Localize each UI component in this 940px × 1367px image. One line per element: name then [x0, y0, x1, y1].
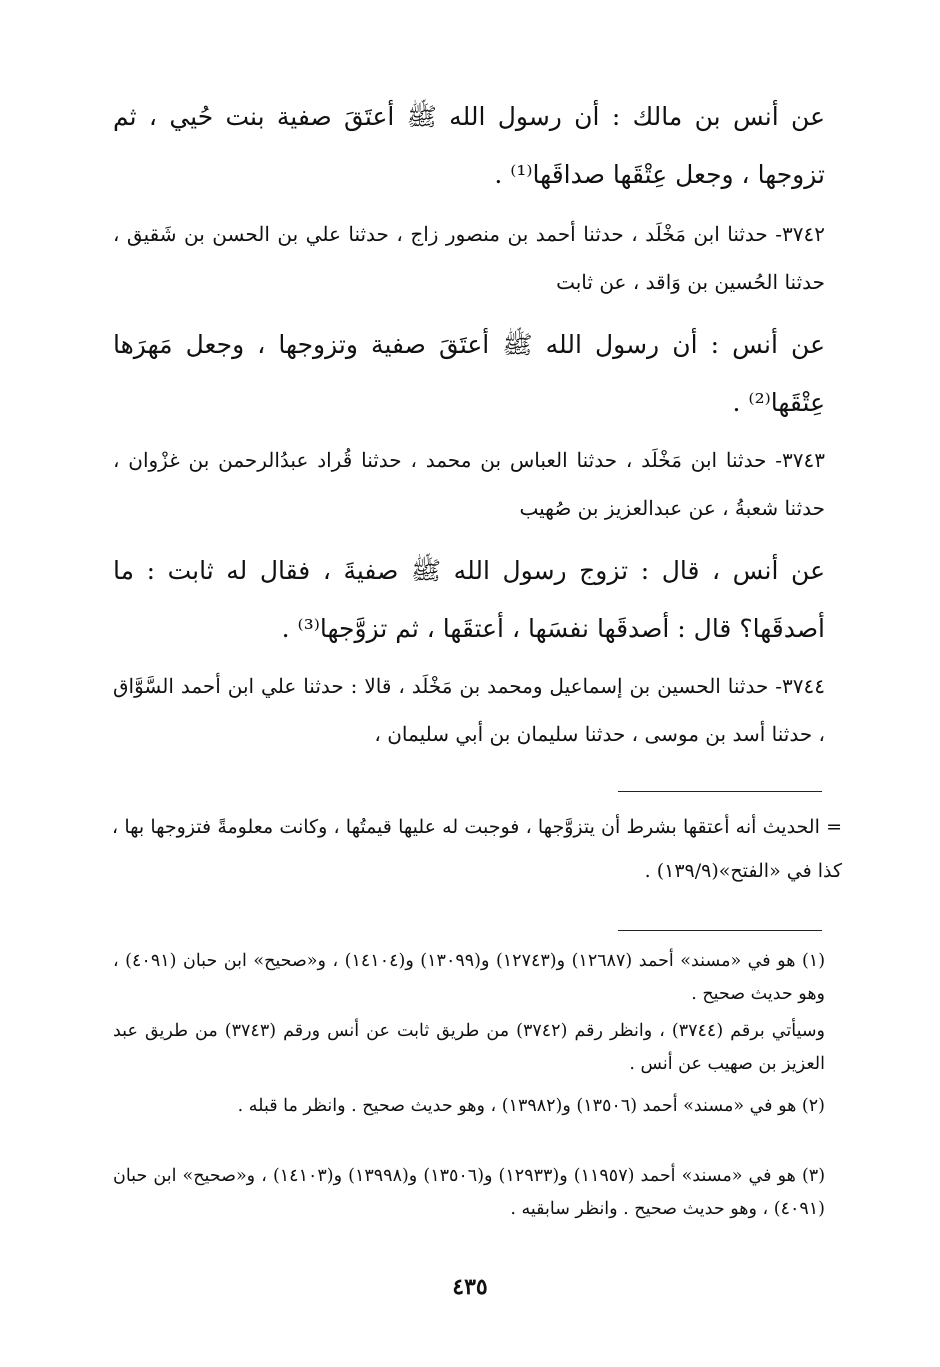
isnad-3742: ٣٧٤٢- حدثنا ابن مَخْلَد ، حدثنا أحمد بن منصور زاج ، حدثنا علي بن الحسن بن شَقيق ، حدثنا الحُسين بن وَاقد ، عن ثابت: [113, 222, 825, 294]
hadith-text-2: عن أنس : أن رسول الله ﷺ أعتَقَ صفية وتزوجها ، وجعل مَهرَها عِتْقَها⁽²⁾ .: [113, 330, 825, 417]
hadith-text-1: عن أنس بن مالك : أن رسول الله ﷺ أعتَقَ صفية بنت حُيي ، ثم تزوجها ، وجعل عِتْقَها صداقَها⁽¹⁾ .: [113, 102, 825, 189]
footnote-3: (٣) هو في «مسند» أحمد (١١٩٥٧) و(١٢٩٣٣) و(١٣٥٠٦) و(١٣٩٩٨) و(١٤١٠٣) ، و«صحيح» ابن حبان (٤٠٩١) ، وهو حديث صحيح . وانظر سابقيه .: [113, 1166, 826, 1219]
footnote-rule: [618, 930, 822, 931]
isnad-3743: ٣٧٤٣- حدثنا ابن مَخْلَد ، حدثنا العباس بن محمد ، حدثنا قُراد عبدُالرحمن بن غزْوان ، حدثنا شعبةُ ، عن عبدالعزيز بن صُهيب: [113, 448, 825, 520]
isnad-3744: ٣٧٤٤- حدثنا الحسين بن إسماعيل ومحمد بن مَخْلَد ، قالا : حدثنا علي ابن أحمد السَّوَّاق ، حدثنا أسد بن موسى ، حدثنا سليمان بن أبي سليمان ،: [113, 674, 825, 746]
footnote-2: (٢) هو في «مسند» أحمد (١٣٥٠٦) و(١٣٩٨٢) ، وهو حديث صحيح . وانظر ما قبله .: [237, 1096, 825, 1116]
footnote-1-cont: وسيأتي برقم (٣٧٤٤) ، وانظر رقم (٣٧٤٢) من طريق ثابت عن أنس ورقم (٣٧٤٣) من طريق عبد العزيز بن صهيب عن أنس .: [113, 1021, 825, 1074]
hadith-text-3: عن أنس ، قال : تزوج رسول الله ﷺ صفيةَ ، فقال له ثابت : ما أصدقَها؟ قال : أصدقَها نفسَها ، أعتقَها ، ثم تزوَّجها⁽³⁾ .: [113, 556, 825, 643]
footnote-1: (١) هو في «مسند» أحمد (١٢٦٨٧) و(١٢٧٤٣) و(١٣٠٩٩) و(١٤١٠٤) ، و«صحيح» ابن حبان (٤٠٩١) ، وهو حديث صحيح .: [113, 951, 826, 1004]
page-number: ٤٣٥: [452, 1274, 488, 1300]
footnote-continuation: = الحديث أنه أعتقها بشرط أن يتزوَّجها ، فوجبت له عليها قيمتُها ، وكانت معلومةً فتزوجها بها ، كذا في «الفتح»(١٣٩/٩) .: [112, 816, 842, 882]
separator-rule: [618, 791, 822, 792]
